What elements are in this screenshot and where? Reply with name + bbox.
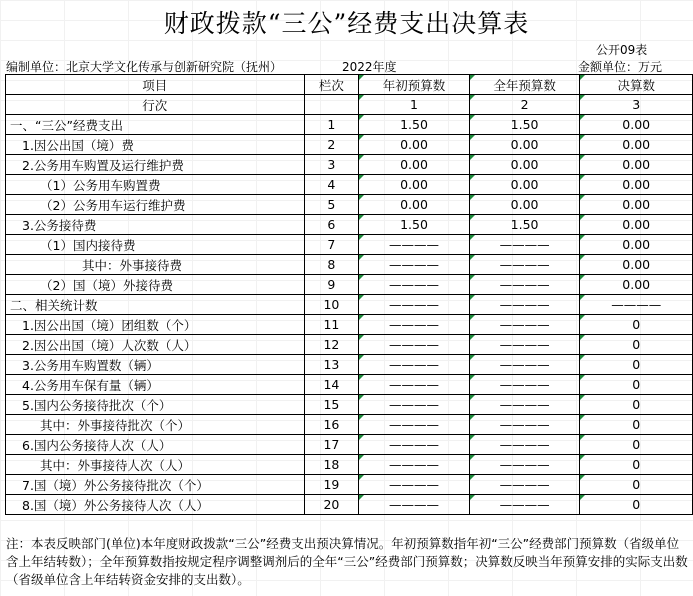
row-item[interactable]: 其中：外事接待人次（人） — [6, 455, 305, 475]
row-annual-budget[interactable]: 0.00 — [469, 195, 580, 215]
index-no[interactable] — [304, 95, 359, 115]
row-item[interactable]: 8.国（境）外公务接待人次（人） — [6, 495, 305, 515]
row-no[interactable]: 8 — [304, 255, 359, 275]
row-initial-budget[interactable]: ———— — [359, 375, 470, 395]
row-no[interactable]: 16 — [304, 415, 359, 435]
table-row — [6, 315, 693, 335]
table-row — [6, 175, 693, 195]
table-row — [6, 235, 693, 255]
index-col-3[interactable]: 3 — [580, 95, 693, 115]
table-row — [6, 135, 693, 155]
row-no[interactable]: 2 — [304, 135, 359, 155]
header-no[interactable]: 栏次 — [304, 75, 359, 95]
row-annual-budget[interactable]: ———— — [469, 495, 580, 515]
row-initial-budget[interactable]: ———— — [359, 455, 470, 475]
row-final-account[interactable]: 0.00 — [580, 275, 693, 295]
row-annual-budget[interactable]: ———— — [469, 255, 580, 275]
index-row — [6, 95, 693, 115]
row-annual-budget[interactable]: ———— — [469, 395, 580, 415]
row-final-account[interactable]: 0 — [580, 435, 693, 455]
row-annual-budget[interactable]: 0.00 — [469, 175, 580, 195]
row-no[interactable]: 7 — [304, 235, 359, 255]
row-final-account[interactable]: 0.00 — [580, 235, 693, 255]
row-no[interactable]: 18 — [304, 455, 359, 475]
row-item[interactable]: 其中：外事接待批次（个） — [6, 415, 305, 435]
row-item[interactable]: 1.因公出国（境）团组数（个） — [6, 315, 305, 335]
row-annual-budget[interactable]: ———— — [469, 415, 580, 435]
row-annual-budget[interactable]: ———— — [469, 375, 580, 395]
row-item[interactable]: 3.公务用车购置数（辆） — [6, 355, 305, 375]
header-item[interactable]: 项目 — [6, 75, 305, 95]
row-initial-budget[interactable]: ———— — [359, 495, 470, 515]
row-initial-budget[interactable]: 0.00 — [359, 195, 470, 215]
row-item[interactable]: 一、“三公”经费支出 — [6, 115, 305, 135]
row-no[interactable]: 11 — [304, 315, 359, 335]
header-initial-budget[interactable]: 年初预算数 — [359, 75, 470, 95]
table-row — [6, 255, 693, 275]
header-row — [6, 75, 693, 95]
row-final-account[interactable]: 0.00 — [580, 155, 693, 175]
row-initial-budget[interactable]: ———— — [359, 355, 470, 375]
row-annual-budget[interactable]: 0.00 — [469, 135, 580, 155]
row-annual-budget[interactable]: 1.50 — [469, 215, 580, 235]
row-initial-budget[interactable]: ———— — [359, 335, 470, 355]
table-row — [6, 375, 693, 395]
table-row — [6, 355, 693, 375]
table-row — [6, 455, 693, 475]
row-initial-budget[interactable]: 0.00 — [359, 135, 470, 155]
row-final-account[interactable]: 0 — [580, 495, 693, 515]
row-no[interactable]: 17 — [304, 435, 359, 455]
row-item[interactable]: 其中：外事接待费 — [6, 255, 305, 275]
row-final-account[interactable]: 0 — [580, 475, 693, 495]
report-year: 2022年度 — [342, 60, 397, 74]
row-final-account[interactable]: 0 — [580, 355, 693, 375]
table-row — [6, 215, 693, 235]
row-final-account[interactable]: 0.00 — [580, 115, 693, 135]
table-row — [6, 155, 693, 175]
compiling-unit: 编制单位：北京大学文化传承与创新研究院（抚州） — [6, 60, 283, 74]
row-annual-budget[interactable]: ———— — [469, 475, 580, 495]
row-initial-budget[interactable]: ———— — [359, 255, 470, 275]
row-annual-budget[interactable]: ———— — [469, 295, 580, 315]
row-final-account[interactable]: 0.00 — [580, 135, 693, 155]
row-no[interactable]: 19 — [304, 475, 359, 495]
row-item[interactable]: 二、相关统计数 — [6, 295, 305, 315]
row-final-account[interactable]: 0 — [580, 335, 693, 355]
table-row — [6, 195, 693, 215]
table-row — [6, 115, 693, 135]
row-item[interactable]: 7.国（境）外公务接待批次（个） — [6, 475, 305, 495]
index-label[interactable]: 行次 — [6, 95, 305, 115]
row-final-account[interactable]: 0.00 — [580, 175, 693, 195]
row-no[interactable]: 1 — [304, 115, 359, 135]
row-initial-budget[interactable]: ———— — [359, 315, 470, 335]
row-item[interactable]: （1）公务用车购置费 — [6, 175, 305, 195]
table-row — [6, 395, 693, 415]
row-final-account[interactable]: 0.00 — [580, 255, 693, 275]
row-annual-budget[interactable]: ———— — [469, 355, 580, 375]
header-annual-budget[interactable]: 全年预算数 — [469, 75, 580, 95]
table-row — [6, 475, 693, 495]
table-row — [6, 295, 693, 315]
row-annual-budget[interactable]: ———— — [469, 435, 580, 455]
expense-table — [5, 74, 693, 515]
row-no[interactable]: 10 — [304, 295, 359, 315]
row-initial-budget[interactable]: 0.00 — [359, 155, 470, 175]
header-final-account[interactable]: 决算数 — [580, 75, 693, 95]
row-no[interactable]: 20 — [304, 495, 359, 515]
row-annual-budget[interactable]: ———— — [469, 235, 580, 255]
row-no[interactable]: 5 — [304, 195, 359, 215]
row-no[interactable]: 13 — [304, 355, 359, 375]
row-item[interactable]: 1.因公出国（境）费 — [6, 135, 305, 155]
row-annual-budget[interactable]: ———— — [469, 315, 580, 335]
row-item[interactable]: 2.因公出国（境）人次数（人） — [6, 335, 305, 355]
row-item[interactable]: 2.公务用车购置及运行维护费 — [6, 155, 305, 175]
index-col-1[interactable]: 1 — [359, 95, 470, 115]
row-initial-budget[interactable]: ———— — [359, 395, 470, 415]
row-annual-budget[interactable]: ———— — [469, 335, 580, 355]
row-final-account[interactable]: 0 — [580, 455, 693, 475]
table-row — [6, 415, 693, 435]
row-final-account[interactable]: 0 — [580, 415, 693, 435]
row-initial-budget[interactable]: ———— — [359, 235, 470, 255]
row-final-account[interactable]: 0.00 — [580, 195, 693, 215]
row-item[interactable]: 3.公务接待费 — [6, 215, 305, 235]
row-no[interactable]: 12 — [304, 335, 359, 355]
row-annual-budget[interactable]: 1.50 — [469, 115, 580, 135]
row-no[interactable]: 9 — [304, 275, 359, 295]
row-final-account[interactable]: 0 — [580, 395, 693, 415]
row-annual-budget[interactable]: ———— — [469, 455, 580, 475]
row-initial-budget[interactable]: 0.00 — [359, 175, 470, 195]
footnote: 注：本表反映部门(单位)本年度财政拨款“三公”经费支出预决算情况。年初预算数指年初“三公”经费部门预算数（省级单位含上年结转数）；全年预算数指按规定程序调整调剂后的全年“三公”经费部门预算数；决算数反映当年预算安排的实际支出数（省级单位含上年结转资金安排的支出数）。 — [6, 536, 688, 587]
row-initial-budget[interactable]: ———— — [359, 295, 470, 315]
table-row — [6, 495, 693, 515]
row-initial-budget[interactable]: ———— — [359, 475, 470, 495]
row-annual-budget[interactable]: 0.00 — [469, 155, 580, 175]
row-item[interactable]: （2）公务用车运行维护费 — [6, 195, 305, 215]
row-no[interactable]: 3 — [304, 155, 359, 175]
row-initial-budget[interactable]: 1.50 — [359, 215, 470, 235]
row-item[interactable]: 6.国内公务接待人次（人） — [6, 435, 305, 455]
page-title: 财政拨款“三公”经费支出决算表 — [163, 9, 530, 38]
row-annual-budget[interactable]: ———— — [469, 275, 580, 295]
table-row — [6, 435, 693, 455]
row-no[interactable]: 15 — [304, 395, 359, 415]
table-row — [6, 275, 693, 295]
row-final-account[interactable]: 0 — [580, 315, 693, 335]
table-row — [6, 335, 693, 355]
row-no[interactable]: 4 — [304, 175, 359, 195]
amount-unit: 金额单位：万元 — [578, 60, 663, 74]
row-item[interactable]: 5.国内公务接待批次（个） — [6, 395, 305, 415]
row-item[interactable]: 4.公务用车保有量（辆） — [6, 375, 305, 395]
index-col-2[interactable]: 2 — [469, 95, 580, 115]
row-item[interactable]: （2）国（境）外接待费 — [6, 275, 305, 295]
row-initial-budget[interactable]: 1.50 — [359, 115, 470, 135]
row-initial-budget[interactable]: ———— — [359, 415, 470, 435]
row-final-account[interactable]: 0.00 — [580, 215, 693, 235]
row-initial-budget[interactable]: ———— — [359, 275, 470, 295]
row-initial-budget[interactable]: ———— — [359, 435, 470, 455]
row-no[interactable]: 14 — [304, 375, 359, 395]
row-no[interactable]: 6 — [304, 215, 359, 235]
row-final-account[interactable]: 0 — [580, 375, 693, 395]
row-item[interactable]: （1）国内接待费 — [6, 235, 305, 255]
form-code: 公开09表 — [596, 43, 648, 57]
row-final-account[interactable]: ———— — [580, 295, 693, 315]
